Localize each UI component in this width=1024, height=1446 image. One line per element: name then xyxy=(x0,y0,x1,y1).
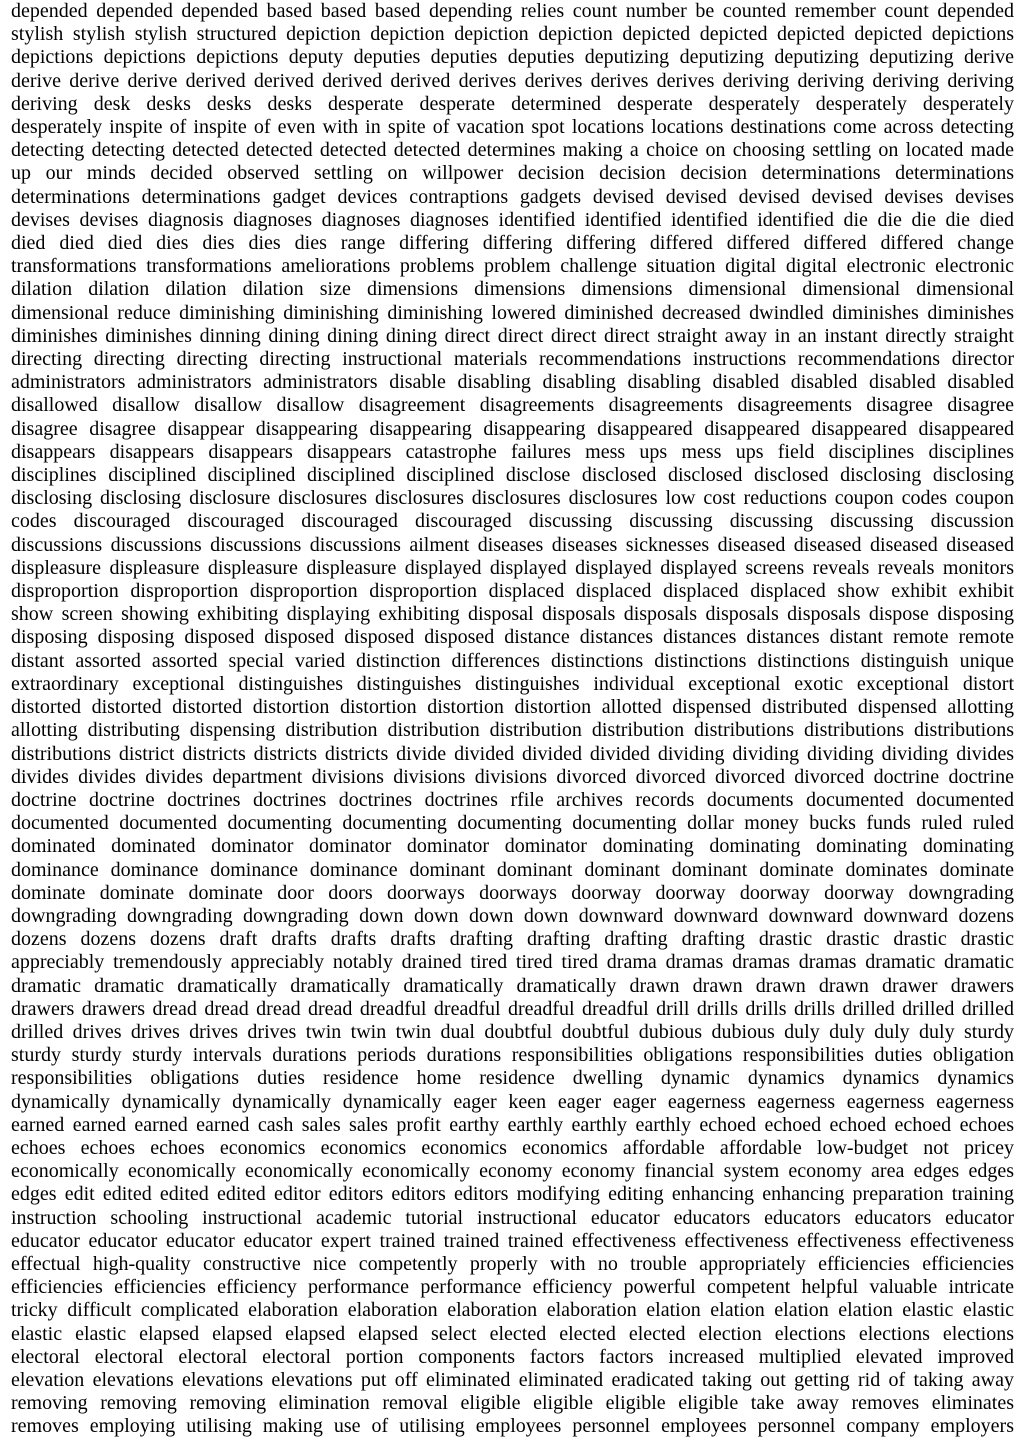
text-line: elastic elastic elapsed elapsed elapsed elapsed select elected elected elected election elections elections elections xyxy=(11,1322,1014,1345)
text-line: disproportion disproportion disproportion disproportion displaced displaced displaced displaced show exhibit exhibit xyxy=(11,580,1014,603)
text-line: distributions district districts districts districts divide divided divided divided dividing dividing dividing dividing divides xyxy=(11,742,1014,765)
text-line: stylish stylish stylish structured depiction depiction depiction depiction depicted depicted depicted depicted depictions xyxy=(11,23,1014,46)
text-line: efficiencies efficiencies efficiency performance performance efficiency powerful competent helpful valuable intricate xyxy=(11,1276,1014,1299)
text-line: dimensional reduce diminishing diminishing diminishing lowered diminished decreased dwindled diminishes diminishes xyxy=(11,301,1014,324)
text-line: appreciably tremendously appreciably notably drained tired tired tired drama dramas dramas dramas dramatic dramatic xyxy=(11,951,1014,974)
text-line: allotting distributing dispensing distribution distribution distribution distribution distributions distributions distributions xyxy=(11,719,1014,742)
text-line: elevation elevations elevations elevations put off eliminated eliminated eradicated taking out getting rid of taking away xyxy=(11,1368,1014,1391)
text-line: depended depended depended based based based depending relies count number be counted remember count depended xyxy=(11,0,1014,22)
text-line: derive derive derive derived derived derived derived derives derives derives derives deriving deriving deriving deriving xyxy=(11,69,1014,92)
text-line: depictions depictions depictions deputy deputies deputies deputies deputizing deputizing deputizing deputizing derive xyxy=(11,46,1014,69)
text-line: directing directing directing directing instructional materials recommendations instructions recommendations director xyxy=(11,348,1014,371)
text-line: edges edit edited edited edited editor editors editors editors modifying editing enhancing enhancing preparation training xyxy=(11,1183,1014,1206)
text-line: dynamically dynamically dynamically dynamically eager keen eager eager eagerness eagerness eagerness eagerness xyxy=(11,1090,1014,1113)
text-line: dominate dominate dominate door doors doorways doorways doorway doorway doorway doorway downgrading xyxy=(11,881,1014,904)
text-line: educator educator educator educator expert trained trained trained effectiveness effectiveness effectiveness effectiveness xyxy=(11,1229,1014,1252)
text-line: disposing disposing disposed disposed disposed disposed distance distances distances distances distant remote remote xyxy=(11,626,1014,649)
text-line: disallowed disallow disallow disallow disagreement disagreements disagreements disagreements disagree disagree xyxy=(11,394,1014,417)
text-line: effectual high-quality constructive nice competently properly with no trouble appropriately efficiencies efficiencies xyxy=(11,1252,1014,1275)
text-line: disappears disappears disappears disappears catastrophe failures mess ups mess ups field disciplines disciplines xyxy=(11,440,1014,463)
text-line: removing removing removing elimination removal eligible eligible eligible eligible take away removes eliminates xyxy=(11,1392,1014,1415)
text-line: disciplines disciplined disciplined disciplined disciplined disclose disclosed disclosed disclosed disclosing disclosing xyxy=(11,464,1014,487)
text-line: show screen showing exhibiting displaying exhibiting disposal disposals disposals disposals disposals dispose disposing xyxy=(11,603,1014,626)
text-line: tricky difficult complicated elaboration elaboration elaboration elaboration elation elation elation elation elastic elastic xyxy=(11,1299,1014,1322)
text-line: disagree disagree disappear disappearing disappearing disappearing disappeared disappeared disappeared disappeared xyxy=(11,417,1014,440)
text-line: discussions discussions discussions discussions ailment diseases diseases sicknesses diseased diseased diseased diseased xyxy=(11,533,1014,556)
text-line: drawers drawers dread dread dread dread dreadful dreadful dreadful dreadful drill drills drills drills drilled drilled drilled xyxy=(11,997,1014,1020)
text-line: documented documented documenting documenting documenting documenting dollar money bucks funds ruled ruled xyxy=(11,812,1014,835)
text-line: echoes echoes echoes economics economics economics economics affordable affordable low-budget not pricey xyxy=(11,1136,1014,1159)
text-line: dilation dilation dilation dilation size dimensions dimensions dimensions dimensional dimensional dimensional xyxy=(11,278,1014,301)
text-line: removes employing utilising making use of utilising employees personnel employees personnel company employers xyxy=(11,1415,1014,1438)
text-line: detecting detecting detected detected detected detected determines making a choice on choosing settling on located made xyxy=(11,139,1014,162)
text-line: electoral electoral electoral electoral portion components factors factors increased multiplied elevated improved xyxy=(11,1345,1014,1368)
text-line: doctrine doctrine doctrines doctrines doctrines doctrines rfile archives records documents documented documented xyxy=(11,788,1014,811)
text-line: distant assorted assorted special varied distinction differences distinctions distinctions distinctions distinguish unique xyxy=(11,649,1014,672)
text-line: downgrading downgrading downgrading down down down down downward downward downward downward dozens xyxy=(11,904,1014,927)
text-line: codes discouraged discouraged discouraged discouraged discussing discussing discussing discussing discussion xyxy=(11,510,1014,533)
text-line: diminishes diminishes dinning dining dining dining direct direct direct direct straight away in an instant directly straight xyxy=(11,324,1014,347)
text-line: instruction schooling instructional academic tutorial instructional educator educators educators educators educator xyxy=(11,1206,1014,1229)
text-line: dominated dominated dominator dominator dominator dominator dominating dominating dominating dominating xyxy=(11,835,1014,858)
text-line: disclosing disclosing disclosure disclosures disclosures disclosures disclosures low cost reductions coupon codes coupon xyxy=(11,487,1014,510)
text-line: desperately inspite of inspite of even with in spite of vacation spot locations locations destinations come across detecting xyxy=(11,116,1014,139)
text-line: sturdy sturdy sturdy intervals durations periods durations responsibilities obligations responsibilities duties obligation xyxy=(11,1044,1014,1067)
text-line: died died died dies dies dies dies range differing differing differing differed differed differed differed change xyxy=(11,232,1014,255)
text-line: administrators administrators administrators disable disabling disabling disabling disabled disabled disabled disabled xyxy=(11,371,1014,394)
text-line: dramatic dramatic dramatically dramatically dramatically dramatically drawn drawn drawn drawn drawer drawers xyxy=(11,974,1014,997)
text-line: devises devises diagnosis diagnoses diagnoses diagnoses identified identified identified identified die die die die died xyxy=(11,208,1014,231)
text-line: deriving desk desks desks desks desperate desperate determined desperate desperately desperately desperately xyxy=(11,92,1014,115)
text-line: distorted distorted distorted distortion distortion distortion distortion allotted dispensed distributed dispensed allotting xyxy=(11,696,1014,719)
text-line: dominance dominance dominance dominance dominant dominant dominant dominant dominate dominates dominate xyxy=(11,858,1014,881)
text-line: earned earned earned earned cash sales sales profit earthy earthly earthly earthly echoed echoed echoed echoed echoes xyxy=(11,1113,1014,1136)
text-line: dozens dozens dozens draft drafts drafts drafts drafting drafting drafting drafting drastic drastic drastic drastic xyxy=(11,928,1014,951)
text-line: transformations transformations ameliorations problems problem challenge situation digital digital electronic electronic xyxy=(11,255,1014,278)
text-line: up our minds decided observed settling on willpower decision decision decision determinations determinations xyxy=(11,162,1014,185)
text-line: divides divides divides department divisions divisions divisions divorced divorced divorced divorced doctrine doctrine xyxy=(11,765,1014,788)
text-line: displeasure displeasure displeasure displeasure displayed displayed displayed displayed screens reveals reveals monitors xyxy=(11,556,1014,579)
text-line: responsibilities obligations duties residence home residence dwelling dynamic dynamics dynamics dynamics xyxy=(11,1067,1014,1090)
text-line: extraordinary exceptional distinguishes distinguishes distinguishes individual exceptional exotic exceptional distort xyxy=(11,672,1014,695)
text-line: drilled drives drives drives drives twin twin twin dual doubtful doubtful dubious dubious duly duly duly duly sturdy xyxy=(11,1020,1014,1043)
text-line: determinations determinations gadget devices contraptions gadgets devised devised devised devised devises devises xyxy=(11,185,1014,208)
text-line: economically economically economically economically economy economy financial system economy area edges edges xyxy=(11,1160,1014,1183)
